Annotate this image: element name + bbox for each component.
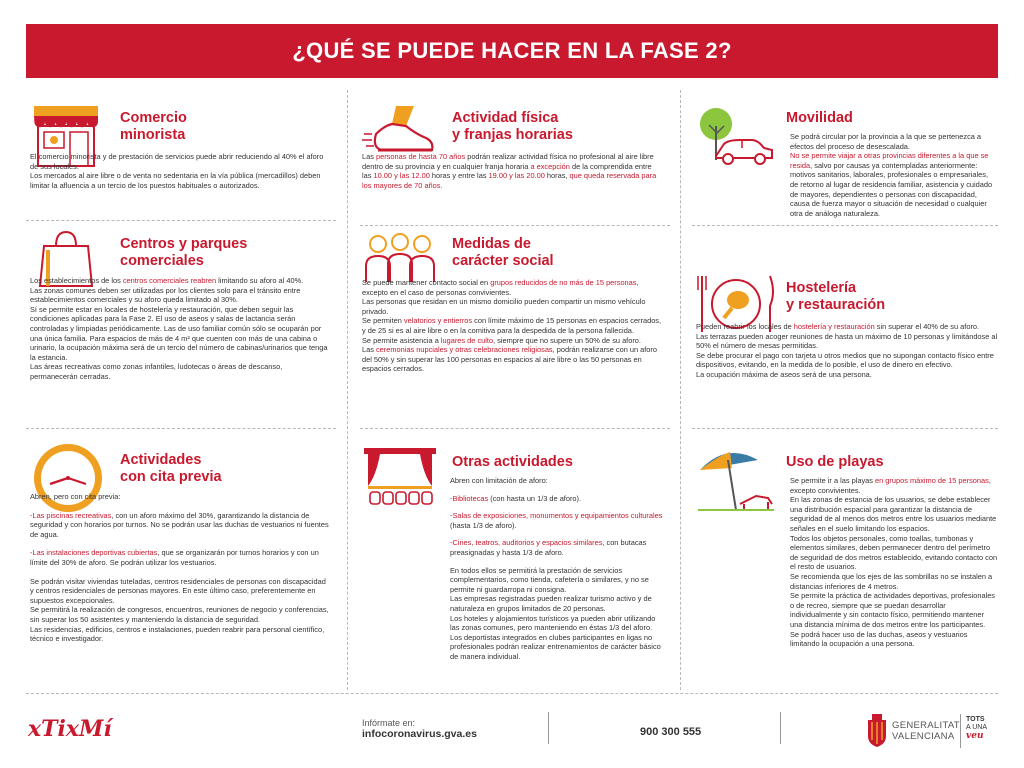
- text-span: , que se organizarán por turnos horarios y con un límite del 30% de aforo. Se podrán utilizar los vestuarios.: [30, 548, 319, 567]
- paragraph: En todos ellos se permitirá la prestación de servicios complementarios, como tienda, cafetería o similares, y no se permite ni guardarropa ni consigna.: [450, 565, 649, 594]
- paragraph: Las terrazas pueden acoger reuniones de hasta un máximo de 10 personas y limitándose al 50% el número de mesas permitidas.: [696, 331, 998, 351]
- highlight-span: lugares de culto: [440, 335, 494, 345]
- paragraph: [790, 476, 998, 495]
- tots-line: TOTS: [966, 716, 985, 723]
- section-title: Hostelería y restauración: [786, 280, 886, 313]
- tots-a-una-veu-logo: [966, 716, 987, 740]
- highlight-span: en grupos máximo de 15 personas: [875, 476, 989, 485]
- paragraph: Abren, pero con cita previa:: [30, 492, 121, 501]
- section-title: Actividad física y franjas horarias: [452, 110, 573, 143]
- gva-name: [892, 720, 960, 742]
- paragraph: Los mercados al aire libre o de venta no sedentaria en la vía pública (mercadillos) deben limitar la afluencia a un tercio de los puestos habituales o autorizados.: [30, 171, 321, 190]
- info-label: Infórmate en:: [362, 718, 416, 728]
- text-span: , con butacas preasignadas y hasta 1/3 de aforo.: [450, 538, 647, 557]
- campaign-logo: [28, 716, 112, 742]
- info-link[interactable]: infocoronavirus.gva.es: [362, 728, 477, 740]
- text-span: , podrán realizarse con un aforo del 50% y sin superar las 100 personas en espacios al aire libre o las 50 personas en espacios cerrados.: [362, 345, 657, 374]
- title-banner: [26, 24, 998, 78]
- paragraph: Las empresas registradas pueden realizar turismo activo y de naturaleza en grupos limitados de 20 personas.: [450, 594, 652, 613]
- text-span: , siempre que no supere un 50% de su aforo.: [493, 335, 641, 345]
- row-divider: [360, 225, 670, 226]
- text-span: Se permite ir a las playas: [790, 476, 876, 485]
- logo-text: xTixMí: [28, 716, 112, 742]
- section-actividad-fisica: [362, 104, 662, 214]
- highlight-span: centros comerciales reabren: [122, 276, 217, 285]
- paragraph: Se recomienda que los ejes de las sombrillas no se instalen a distancias inferiores de 4 metros.: [790, 571, 993, 591]
- section-body: [30, 152, 330, 190]
- highlight-span: que queda reservada para los mayores de 70 años.: [362, 171, 657, 190]
- highlight-span: 19.00 y las 20.00: [488, 171, 545, 181]
- section-body: [790, 132, 998, 218]
- text-span: , excepto en el caso de personas convivientes.: [362, 278, 639, 297]
- theater-seats-icon: [362, 446, 438, 511]
- section-body: [790, 476, 998, 649]
- section-body: [696, 322, 1002, 380]
- highlight-span: 10.00 y las 12.00: [373, 171, 430, 181]
- paragraph: [30, 511, 330, 540]
- text-span: de la comprendida entre las: [362, 161, 652, 181]
- paragraph: [450, 538, 664, 557]
- paragraph: Se podrá hacer uso de las duchas, aseos y vestuarios limitando la ocupación a una persona.: [790, 629, 968, 649]
- highlight-span: ceremonias nupciales y otras celebraciones religiosas: [375, 345, 553, 355]
- page-title: ¿QUÉ SE PUEDE HACER EN LA FASE 2?: [292, 38, 732, 63]
- highlight-span: -Cines, teatros, auditorios y espacios similares: [450, 538, 603, 548]
- text-span: limitando su aforo al 40%.: [216, 276, 304, 285]
- text-span: Se puede mantener contacto social en: [362, 278, 491, 287]
- gva-line: GENERALITAT: [892, 720, 960, 731]
- section-title: Otras actividades: [452, 454, 573, 470]
- text-span: Los establecimientos de los: [30, 276, 123, 285]
- highlight-span: -Salas de exposiciones, monumentos y equipamientos culturales: [450, 511, 663, 521]
- paragraph: [696, 322, 1002, 332]
- paragraph: El comercio minorista y de prestación de servicios puede abrir reduciendo al 40% el aforo de sus locales.: [30, 152, 324, 171]
- section-body: [30, 492, 330, 644]
- highlight-span: -Las instalaciones deportivas cubiertas: [30, 548, 158, 558]
- text-span: Se permite asistencia a: [362, 335, 441, 345]
- text-span: Se permiten: [362, 316, 404, 326]
- paragraph: Se podrán visitar viviendas tuteladas, centros residenciales de personas con discapacidad y centros residenciales de personas mayores. En este último caso, preferentemente en supuestos excepcionales.: [30, 576, 326, 605]
- text-span: (con hasta un 1/3 de aforo).: [488, 493, 582, 503]
- row-divider: [360, 428, 670, 429]
- text-span: Las: [362, 152, 376, 161]
- paragraph: [450, 511, 664, 530]
- section-body: [362, 152, 662, 190]
- paragraph: Los hoteles y alojamientos turísticos ya pueden abrir utilizando las zonas comunes, pero manteniendo en éstas 1/3 del aforo.: [450, 613, 656, 633]
- tots-line: A UNA: [966, 724, 988, 731]
- paragraph: Se podrá circular por la provincia a la que se pertenezca a efectos del proceso de desescalada.: [790, 132, 982, 151]
- tots-line: veu: [966, 731, 984, 741]
- paragraph: [362, 336, 662, 346]
- paragraph: Se permitirá la realización de congresos, encuentros, reuniones de negocio y conferencias, sin superar los 50 asistentes y manteniendo la distancia de seguridad.: [30, 605, 329, 624]
- section-title: Medidas de carácter social: [452, 236, 554, 269]
- highlight-span: grupos reducidos de no más de 15 personas: [490, 278, 637, 287]
- row-divider: [692, 225, 998, 226]
- section-title: Centros y parques comerciales: [120, 236, 248, 269]
- row-divider: [26, 428, 336, 429]
- text-span: , salvo por causas ya contempladas anteriormente: motivos sanitarios, laborales, profesionales o empresariales, de retorno al lugar de residencia familiar, asistencia y cuidado de mayores, dependientes o personas con discapacidad, causa de fuerza mayor o situación de necesidad o cualquier otra de análoga naturaleza.: [790, 160, 993, 218]
- section-title: Movilidad: [786, 110, 853, 126]
- paragraph: [362, 316, 662, 335]
- footer-separator: [548, 712, 549, 744]
- highlight-span: -Bibliotecas: [450, 493, 489, 503]
- highlight-span: No se permite viajar a otras provincias diferentes a la que se resida: [790, 151, 989, 170]
- section-title: Uso de playas: [786, 454, 884, 470]
- paragraph: Sí se permite estar en locales de hostelería y restauración, que deben seguir las condiciones aplicadas para la Fase 2. El uso de aseos y salas de lactancia serán controladas y limpiadas periódicamente. Las de uso familiar común sólo se ocuparán por una única familia. Para espacios de más de 4 m² que cuenten con más de una cabina o urinario, la ocupación máxima será de un tercio del número de cabinas/urinarios que tenga la estancia.: [30, 304, 328, 362]
- text-span: , con un aforo máximo del 30%, garantizando la distancia de seguridad y con horarios por turnos. No se podrán usar las duchas de vestuarios ni fuentes de agua.: [30, 510, 329, 539]
- gva-crest-icon: [866, 714, 888, 748]
- text-span: Pueden reabrir los locales de: [696, 322, 794, 331]
- section-cita-previa: [30, 440, 330, 690]
- section-comercio-minorista: [30, 104, 330, 214]
- column-divider: [680, 90, 681, 690]
- section-body: [362, 278, 662, 374]
- paragraph: Las áreas recreativas como zonas infantiles, ludotecas o áreas de descanso, permanecerán cerradas.: [30, 362, 283, 381]
- text-span: (hasta 1/3 de aforo).: [450, 520, 517, 530]
- paragraph: En las zonas de estancia de los usuarios, se debe establecer una distribución espacial para garantizar la distancia de seguridad de al menos dos metros entre los usuarios mediante señales en el suelo limitando los espacios.: [790, 495, 997, 533]
- highlight-span: a excepción: [530, 161, 570, 171]
- section-title: Comercio minorista: [120, 110, 187, 143]
- highlight-span: personas de hasta 70 años: [375, 152, 466, 161]
- footer-separator: [960, 714, 961, 748]
- paragraph: Los deportistas integrados en clubes participantes en ligas no profesionales podrán realizar entrenamientos de carácter básico de manera individual.: [450, 632, 661, 661]
- row-divider: [26, 220, 336, 221]
- beach-umbrella-icon: [696, 446, 776, 517]
- gva-logo: [866, 714, 888, 753]
- paragraph: Las zonas comunes deben ser utilizadas por los clientes solo para el tránsito entre establecimientos comerciales y su aforo queda limitado al 30%.: [30, 285, 301, 305]
- text-span: horas,: [544, 171, 570, 181]
- paragraph: La ocupación máxima de aseos será de una persona.: [696, 369, 872, 379]
- paragraph: [362, 345, 662, 374]
- highlight-span: hostelería y restauración: [793, 322, 875, 331]
- column-divider: [347, 90, 348, 690]
- paragraph: Se debe procurar el pago con tarjeta u otros medios que no supongan contacto físico entre dispositivos, evitando, en la medida de lo posible, el uso de dinero en efectivo.: [696, 350, 994, 370]
- gva-line: VALENCIANA: [892, 731, 955, 742]
- paragraph: Abren con limitación de aforo:: [450, 476, 548, 485]
- section-otras-actividades: [362, 446, 662, 686]
- phone-number[interactable]: 900 300 555: [640, 726, 702, 738]
- section-uso-playas: [696, 446, 996, 686]
- section-title: Actividades con cita previa: [120, 452, 222, 485]
- section-hosteleria: [696, 272, 996, 422]
- paragraph: [30, 548, 330, 567]
- section-body: [30, 276, 330, 382]
- text-span: con límite máximo de 15 personas en espacios cerrados, y de 25 si es al aire libre o en la comitiva para la despedida de la persona fallecida.: [362, 316, 662, 335]
- paragraph: Se permite la práctica de actividades deportivas, profesionales o de recreo, siempre que se puedan desarrollar individualmente y sin contacto físico, permitiendo mantener una distancia mínima de dos metros entre los participantes.: [790, 591, 995, 629]
- section-body: [450, 476, 664, 662]
- footer-separator: [780, 712, 781, 744]
- paragraph: [362, 152, 662, 190]
- paragraph: Las residencias, edificios, centros e instalaciones, pueden reabrir para personal científico, técnico e investigador.: [30, 624, 325, 644]
- paragraph: Todos los objetos personales, como toallas, tumbonas y elementos similares, deben permanecer dentro del perímetro de seguridad de dos metros establecido, evitando contacto con el resto de usuarios.: [790, 533, 998, 572]
- paragraph: [362, 278, 662, 297]
- text-span: sin superar el 40% de su aforo.: [874, 322, 980, 331]
- paragraph: [450, 494, 664, 504]
- paragraph: Las personas que residan en un mismo domicilio pueden compartir un mismo vehículo privado.: [362, 297, 646, 316]
- section-movilidad: [696, 104, 996, 222]
- footer-divider: [26, 693, 998, 694]
- section-medidas-social: [362, 230, 662, 426]
- paragraph: [30, 276, 330, 286]
- text-span: Las: [362, 345, 376, 355]
- car-tree-icon: [696, 104, 776, 175]
- section-centros-comerciales: [30, 228, 330, 424]
- text-span: , excepto convivientes.: [790, 476, 991, 495]
- row-divider: [692, 428, 998, 429]
- info-block: [362, 718, 477, 740]
- text-span: horas y entre las: [429, 171, 489, 181]
- highlight-span: -Las piscinas recreativas: [30, 510, 112, 520]
- text-span: podrán realizar actividad física no profesional al aire libre dentro de su provincia y en cualquier franja horaria: [362, 152, 654, 171]
- highlight-span: velatorios y entierros: [403, 316, 473, 326]
- paragraph: [790, 151, 998, 218]
